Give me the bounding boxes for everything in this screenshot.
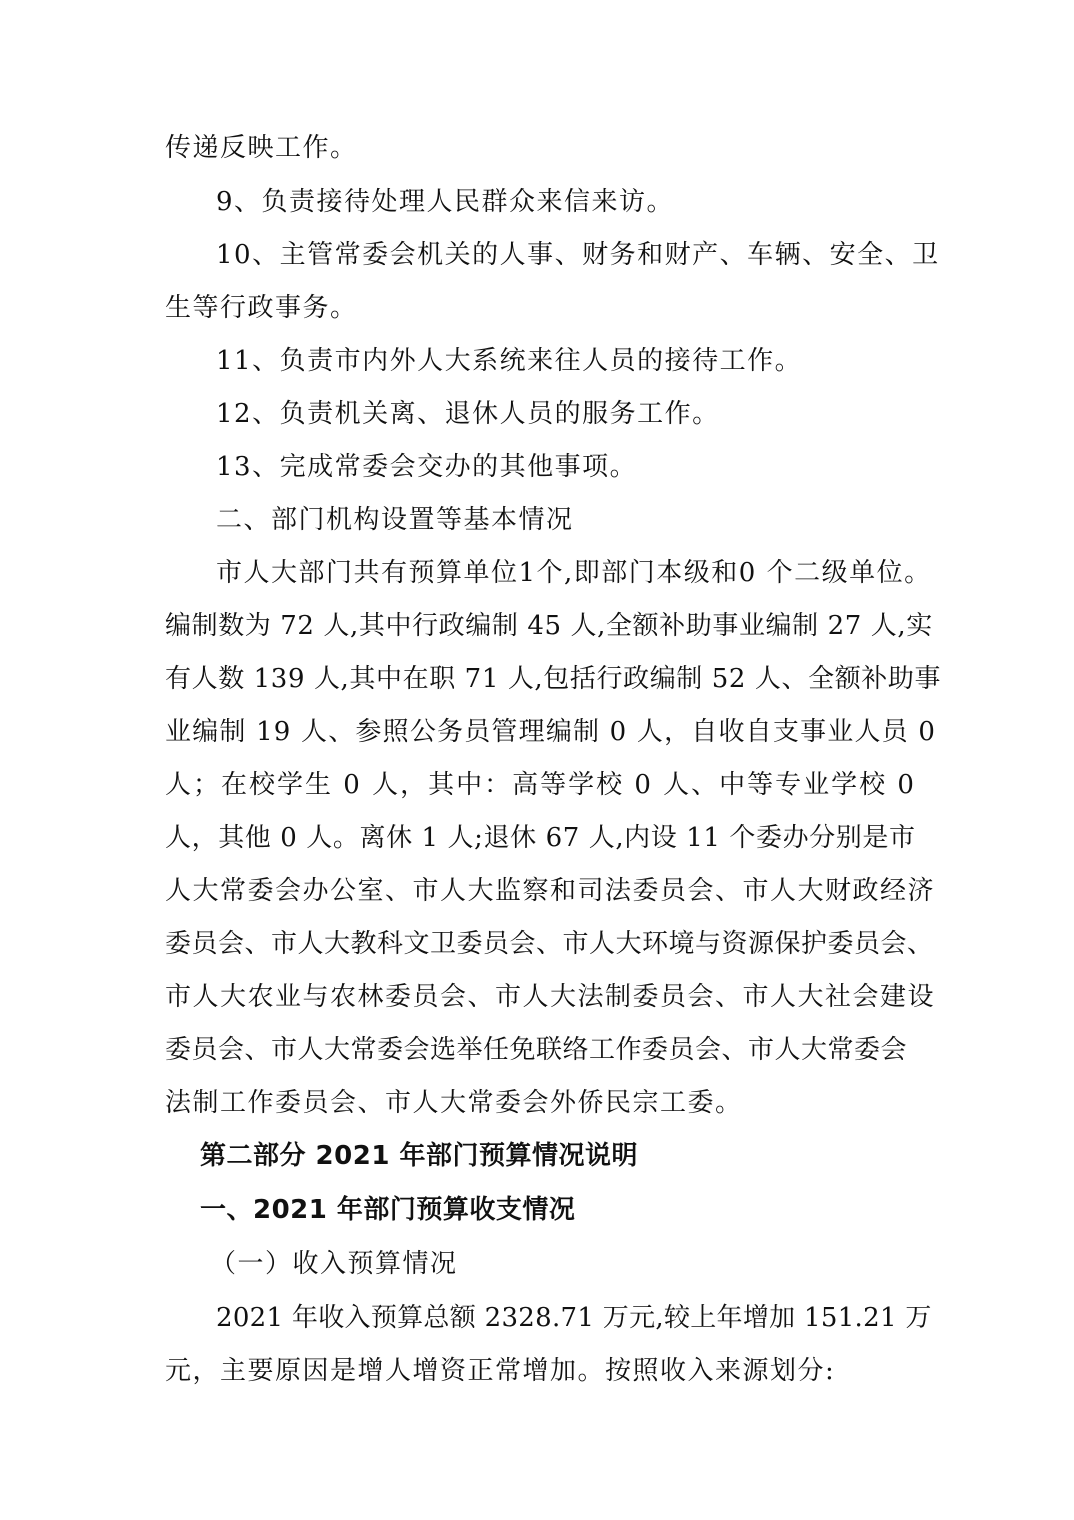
paragraph-line: 市人大农业与农林委员会、市人大法制委员会、市人大社会建设 xyxy=(165,982,936,1012)
list-item-13: 13、完成常委会交办的其他事项。 xyxy=(216,452,638,482)
paragraph-line: 生等行政事务。 xyxy=(165,293,358,323)
paragraph-line: 业编制 19 人、参照公务员管理编制 0 人，自收自支事业人员 0 xyxy=(165,717,937,747)
paragraph-line: 编制数为 72 人,其中行政编制 45 人,全额补助事业编制 27 人,实 xyxy=(165,611,933,641)
paragraph-line: 人；在校学生 0 人，其中：高等学校 0 人、中等专业学校 0 xyxy=(165,770,916,800)
section-heading: 二、部门机构设置等基本情况 xyxy=(216,505,574,535)
paragraph-line: 委员会、市人大常委会选举任免联络工作委员会、市人大常委会 xyxy=(165,1035,908,1065)
part-heading: 第二部分 2021 年部门预算情况说明 xyxy=(200,1141,638,1171)
list-item-10: 10、主管常委会机关的人事、财务和财产、车辆、安全、卫 xyxy=(216,240,940,270)
list-item-12: 12、负责机关离、退休人员的服务工作。 xyxy=(216,399,720,429)
paragraph-line: 市人大部门共有预算单位1个,即部门本级和0 个二级单位。 xyxy=(216,558,932,588)
section-heading: 一、2021 年部门预算收支情况 xyxy=(200,1195,576,1225)
paragraph-line: 人，其他 0 人。离休 1 人;退休 67 人,内设 11 个委办分别是市 xyxy=(165,823,916,853)
paragraph-line: 传递反映工作。 xyxy=(165,133,358,163)
list-item-9: 9、负责接待处理人民群众来信来访。 xyxy=(216,187,675,217)
paragraph-line: 有人数 139 人,其中在职 71 人,包括行政编制 52 人、全额补助事 xyxy=(165,664,942,694)
paragraph-line: 元，主要原因是增人增资正常增加。按照收入来源划分: xyxy=(165,1356,836,1386)
subsection-heading: （一）收入预算情况 xyxy=(210,1249,458,1279)
paragraph-line: 法制工作委员会、市人大常委会外侨民宗工委。 xyxy=(165,1088,743,1118)
list-item-11: 11、负责市内外人大系统来往人员的接待工作。 xyxy=(216,346,803,376)
paragraph-line: 委员会、市人大教科文卫委员会、市人大环境与资源保护委员会、 xyxy=(165,929,934,959)
paragraph-line: 2021 年收入预算总额 2328.71 万元,较上年增加 151.21 万 xyxy=(216,1303,932,1333)
paragraph-line: 人大常委会办公室、市人大监察和司法委员会、市人大财政经济 xyxy=(165,876,936,906)
